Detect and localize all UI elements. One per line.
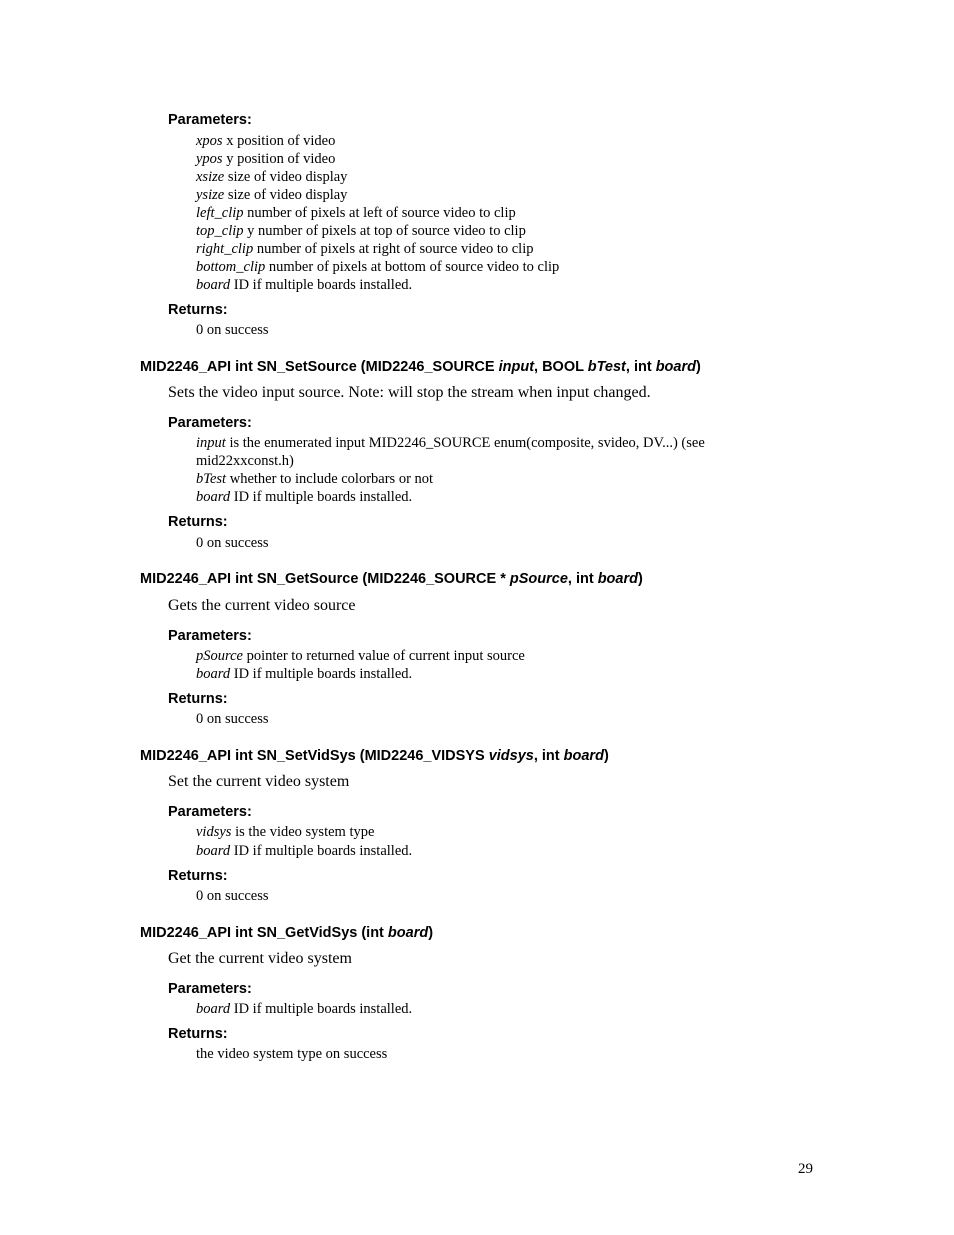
parameters-heading: Parameters: — [168, 981, 252, 997]
returns-heading: Returns: — [168, 302, 228, 318]
returns-heading: Returns: — [168, 691, 228, 707]
function-description: Set the current video system — [168, 773, 350, 790]
param-board — [196, 277, 412, 294]
param-desc: pointer to returned value of current input source — [242, 648, 525, 664]
param-name: left_clip — [196, 205, 244, 221]
param-xsize — [196, 169, 347, 186]
param-name: board — [196, 1001, 231, 1017]
param-bottom-clip — [196, 259, 559, 276]
param-desc: y position of video — [222, 151, 336, 167]
returns-value: 0 on success — [196, 322, 269, 338]
param-top-clip — [196, 223, 526, 240]
function-description: Gets the current video source — [168, 597, 356, 614]
sig-text: ) — [637, 571, 643, 587]
sig-param: board — [387, 925, 429, 941]
returns-value: 0 on success — [196, 535, 269, 551]
param-desc: ID if multiple boards installed. — [230, 666, 413, 682]
param-name: top_clip — [196, 223, 244, 239]
returns-heading: Returns: — [168, 514, 228, 530]
sig-text: MID2246_API int SN_SetVidSys (MID2246_VIDSYS — [140, 748, 489, 764]
param-ysize — [196, 187, 347, 204]
param-name: board — [196, 277, 231, 293]
param-name: ypos — [196, 151, 223, 167]
param-btest — [196, 471, 433, 488]
param-desc: ID if multiple boards installed. — [230, 277, 413, 293]
parameters-heading: Parameters: — [168, 112, 252, 128]
param-desc: x position of video — [222, 133, 336, 149]
param-desc: is the video system type — [231, 824, 375, 840]
param-name: xpos — [196, 133, 223, 149]
param-desc: ID if multiple boards installed. — [230, 489, 413, 505]
param-desc: size of video display — [224, 169, 348, 185]
returns-heading: Returns: — [168, 868, 228, 884]
param-board — [196, 843, 412, 860]
param-name: board — [196, 843, 231, 859]
returns-value: the video system type on success — [196, 1046, 388, 1062]
sig-text: , int — [625, 359, 656, 375]
parameters-heading: Parameters: — [168, 804, 252, 820]
param-xpos — [196, 133, 335, 150]
parameters-heading: Parameters: — [168, 415, 252, 431]
sig-param: input — [498, 359, 535, 375]
param-desc: ID if multiple boards installed. — [230, 843, 413, 859]
param-board — [196, 1001, 412, 1018]
parameters-heading: Parameters: — [168, 628, 252, 644]
sig-text: MID2246_API int SN_SetSource (MID2246_SOURCE — [140, 359, 499, 375]
param-desc: whether to include colorbars or not — [226, 471, 434, 487]
sig-param: board — [655, 359, 696, 375]
param-right-clip — [196, 241, 533, 258]
param-name: pSource — [196, 648, 243, 664]
returns-value: 0 on success — [196, 888, 269, 904]
param-desc: ID if multiple boards installed. — [230, 1001, 413, 1017]
param-vidsys — [196, 824, 374, 841]
sig-text: , int — [567, 571, 598, 587]
param-desc: y number of pixels at top of source video to clip — [243, 223, 526, 239]
param-name: board — [196, 489, 231, 505]
function-description: Sets the video input source. Note: will stop the stream when input changed. — [168, 384, 651, 401]
param-psource — [196, 648, 525, 665]
returns-value: 0 on success — [196, 711, 269, 727]
param-input-continuation: mid22xxconst.h) — [196, 453, 294, 469]
param-desc: number of pixels at bottom of source video to clip — [265, 259, 560, 275]
param-ypos — [196, 151, 335, 168]
param-name: vidsys — [196, 824, 232, 840]
sig-param: pSource — [509, 571, 568, 587]
param-name: input — [196, 435, 226, 451]
param-name: bTest — [196, 471, 227, 487]
param-name: right_clip — [196, 241, 254, 257]
sig-text: MID2246_API int SN_GetVidSys (int — [140, 925, 388, 941]
param-name: board — [196, 666, 231, 682]
function-description: Get the current video system — [168, 950, 352, 967]
sig-text: MID2246_API int SN_GetSource (MID2246_SOURCE * — [140, 571, 510, 587]
function-signature-getsource — [140, 571, 643, 587]
param-board — [196, 489, 412, 506]
param-name: bottom_clip — [196, 259, 266, 275]
sig-param: vidsys — [488, 748, 534, 764]
param-name: xsize — [196, 169, 225, 185]
function-signature-setsource — [140, 359, 701, 375]
param-left-clip — [196, 205, 516, 222]
param-input — [196, 435, 705, 452]
sig-text: , int — [533, 748, 564, 764]
sig-param: bTest — [587, 359, 626, 375]
sig-text: ) — [428, 925, 434, 941]
param-name: ysize — [196, 187, 225, 203]
param-board — [196, 666, 412, 683]
sig-param: board — [597, 571, 638, 587]
sig-text: ) — [695, 359, 701, 375]
sig-text: , BOOL — [534, 359, 588, 375]
param-desc: size of video display — [224, 187, 348, 203]
page-number: 29 — [798, 1161, 813, 1177]
sig-text: ) — [603, 748, 609, 764]
sig-param: board — [563, 748, 604, 764]
returns-heading: Returns: — [168, 1026, 228, 1042]
param-desc: number of pixels at left of source video to clip — [243, 205, 516, 221]
param-desc: number of pixels at right of source video to clip — [253, 241, 534, 257]
function-signature-getvidsys — [140, 925, 433, 941]
function-signature-setvidsys — [140, 748, 609, 764]
param-desc: is the enumerated input MID2246_SOURCE enum(composite, svideo, DV...) (see — [225, 435, 705, 451]
